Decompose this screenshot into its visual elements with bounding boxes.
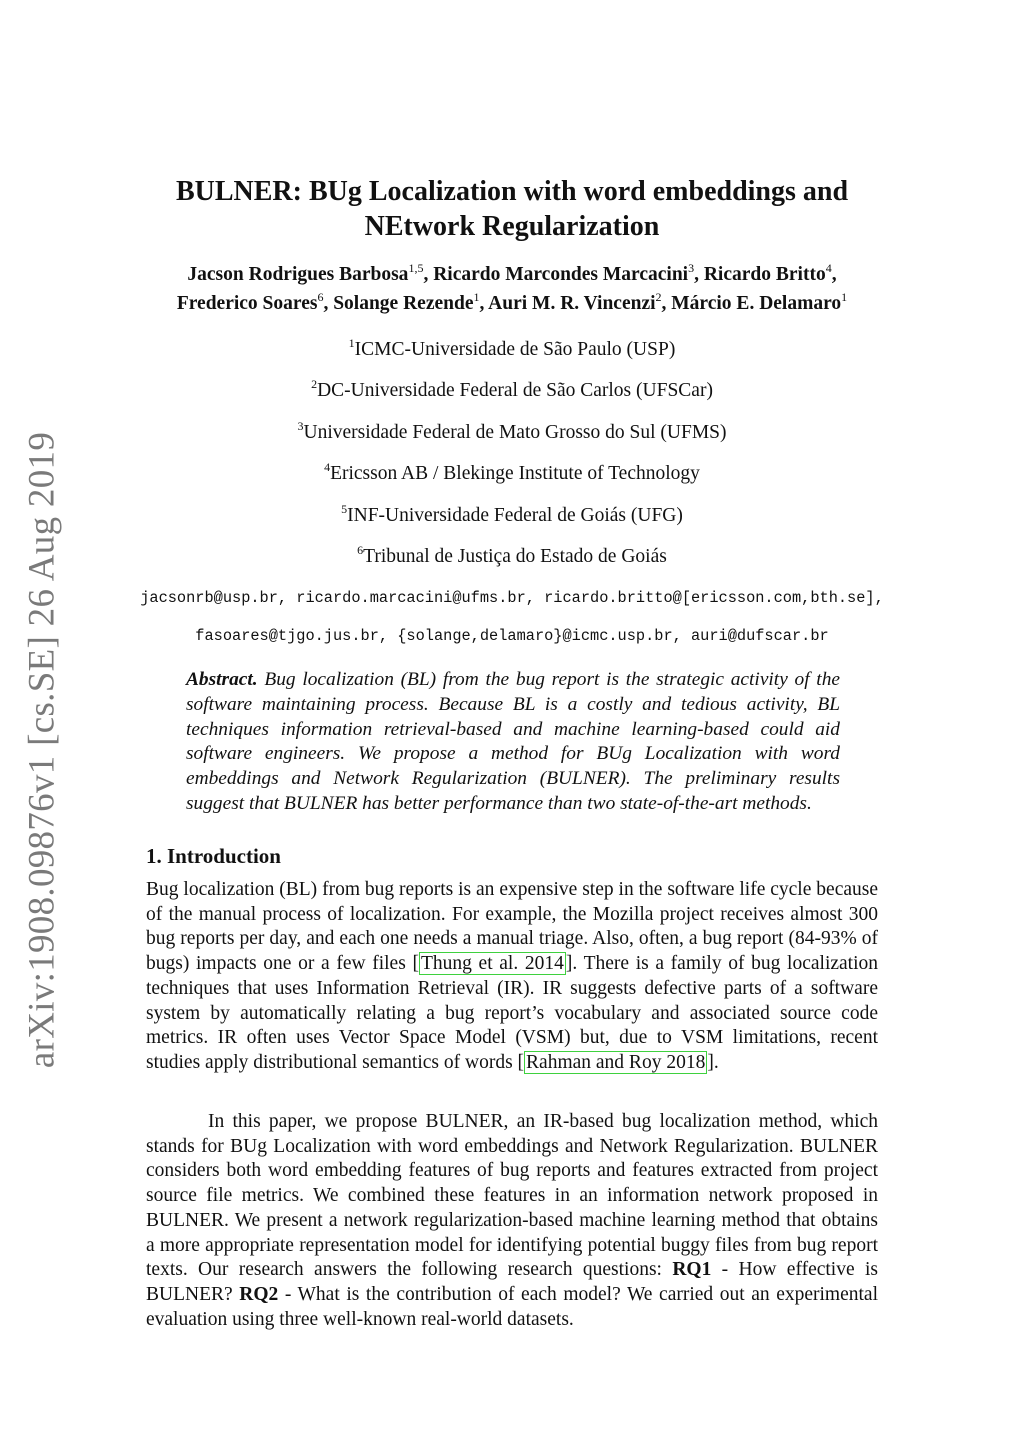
author-name: Ricardo Marcondes Marcacini xyxy=(433,264,689,285)
affiliation-2 xyxy=(146,379,878,403)
author-line-2: Frederico Soares$^6$, Solange Rezende$^1$, Auri M. R. Vincenzi$^2$, Márcio E. Delamaro$^1$ xyxy=(176,290,848,314)
section-heading: 1. Introduction xyxy=(146,844,281,868)
affiliation-text: DC-Universidade Federal de São Carlos (UFSCar) xyxy=(317,380,713,401)
author-name: Auri M. R. Vincenzi xyxy=(488,293,656,314)
affiliation-text: Ericsson AB / Blekinge Institute of Technology xyxy=(330,463,700,484)
abstract-label: Abstract. xyxy=(186,669,258,690)
affiliation-text: ICMC-Universidade de São Paulo (USP) xyxy=(354,339,676,360)
author-line-1: Jacson Rodrigues Barbosa$^{1,5}$, Ricardo Marcondes Marcacini$^3$, Ricardo Britto$^4$, xyxy=(187,261,837,285)
author-list xyxy=(130,260,894,318)
author-name: Solange Rezende xyxy=(333,293,474,314)
paper-title xyxy=(146,174,878,244)
abstract xyxy=(186,668,840,817)
email-line-1: jacsonrb@usp.br, ricardo.marcacini@ufms.br, ricardo.britto@[ericsson.com,bth.se], xyxy=(140,589,884,607)
abstract-text: Bug localization (BL) from the bug report is the strategic activity of the software maintaining process. Because BL is a costly and tedious activity, BL techniques information retrieval-based and machine learning-based could aid software engineers. We propose a method for BUg Localization with word embeddings and Network Regularization (BULNER). The preliminary results suggest that BULNER has better performance than two state-of-the-art methods. xyxy=(186,669,840,814)
paragraph-text: ]. There is a family of bug localization techniques that uses Information Retrieval (IR). IR suggests defective parts of a software system by automatically relating a bug report’s vocabulary and associated source code metrics. IR often uses Vector Space Model (VSM) but, due to VSM limitations, recent studies apply distributional semantics of words [ xyxy=(146,953,879,1073)
author-affiliation-mark: 1 xyxy=(841,290,848,304)
affiliation-mark: 6 xyxy=(357,543,364,557)
author-name: Jacson Rodrigues Barbosa xyxy=(187,264,409,285)
affiliation-4 xyxy=(146,462,878,486)
paragraph-text: - What is the contribution of each model? We carried out an experimental evaluation using three well-known real-world datasets. xyxy=(146,1283,878,1330)
paragraph-text: ]. xyxy=(707,1051,719,1073)
citation-link[interactable]: Thung et al. 2014 xyxy=(420,953,564,975)
affiliation-text: Universidade Federal de Mato Grosso do Sul (UFMS) xyxy=(303,422,727,443)
author-affiliation-mark: 4 xyxy=(825,261,832,275)
affiliation-text: INF-Universidade Federal de Goiás (UFG) xyxy=(347,505,683,526)
affiliation-3 xyxy=(146,421,878,445)
author-name: Frederico Soares xyxy=(176,293,318,314)
affiliation-mark: 4 xyxy=(324,460,331,474)
affiliation-mark: 5 xyxy=(341,502,348,516)
affiliation-5 xyxy=(146,504,878,528)
affiliation-mark: 2 xyxy=(311,377,318,391)
research-question-label: RQ1 xyxy=(672,1259,712,1281)
title-line-1: BULNER: BUg Localization with word embeddings and xyxy=(175,176,849,207)
affiliation-text: Tribunal de Justiça do Estado de Goiás xyxy=(363,546,667,567)
author-affiliation-mark: 6 xyxy=(317,290,324,304)
author-affiliation-mark: 2 xyxy=(655,290,662,304)
author-affiliation-mark: 3 xyxy=(688,261,695,275)
author-affiliation-mark: 1 xyxy=(473,290,480,304)
intro-paragraph-1 xyxy=(146,878,878,1076)
title-line-2: NEtwork Regularization xyxy=(364,211,660,242)
paragraph-text: In this paper, we propose BULNER, an IR-based bug localization method, which stands for BUg Localization with word embeddings and Network Regularization. BULNER considers both word embedding features of bug reports and features extracted from project source file metrics. We combined these features in an information network proposed in BULNER. We present a network regularization-based machine learning method that obtains a more appropriate representation model for identifying potential buggy files from bug report texts. Our research answers the following research questions: xyxy=(146,1111,878,1281)
affiliation-6 xyxy=(146,545,878,569)
email-line-2: fasoares@tjgo.jus.br, {solange,delamaro}@icmc.usp.br, auri@dufscar.br xyxy=(195,627,829,645)
author-name: Márcio E. Delamaro xyxy=(671,293,842,314)
paragraph-text: - How effective is BULNER? xyxy=(146,1259,878,1305)
author-name: Ricardo Britto xyxy=(703,264,826,285)
research-question-label: RQ2 xyxy=(239,1283,279,1305)
affiliation-1 xyxy=(146,338,878,362)
arxiv-identifier: arXiv:1908.09876v1 [cs.SE] 26 Aug 2019 xyxy=(21,431,63,1069)
affiliation-mark: 3 xyxy=(297,419,304,433)
affiliation-mark: 1 xyxy=(348,336,355,350)
author-affiliation-mark: 1,5 xyxy=(408,261,424,275)
intro-paragraph-2 xyxy=(146,1110,878,1332)
paragraph-text: Bug localization (BL) from bug reports is an expensive step in the software life cycle because of the manual process of localization. For example, the Mozilla project receives almost 300 bug reports per day, and each one needs a manual triage. Also, often, a bug report (84-93% of bugs) impacts one or a few files [ xyxy=(146,879,878,975)
citation-link[interactable]: Rahman and Roy 2018 xyxy=(526,1051,706,1073)
